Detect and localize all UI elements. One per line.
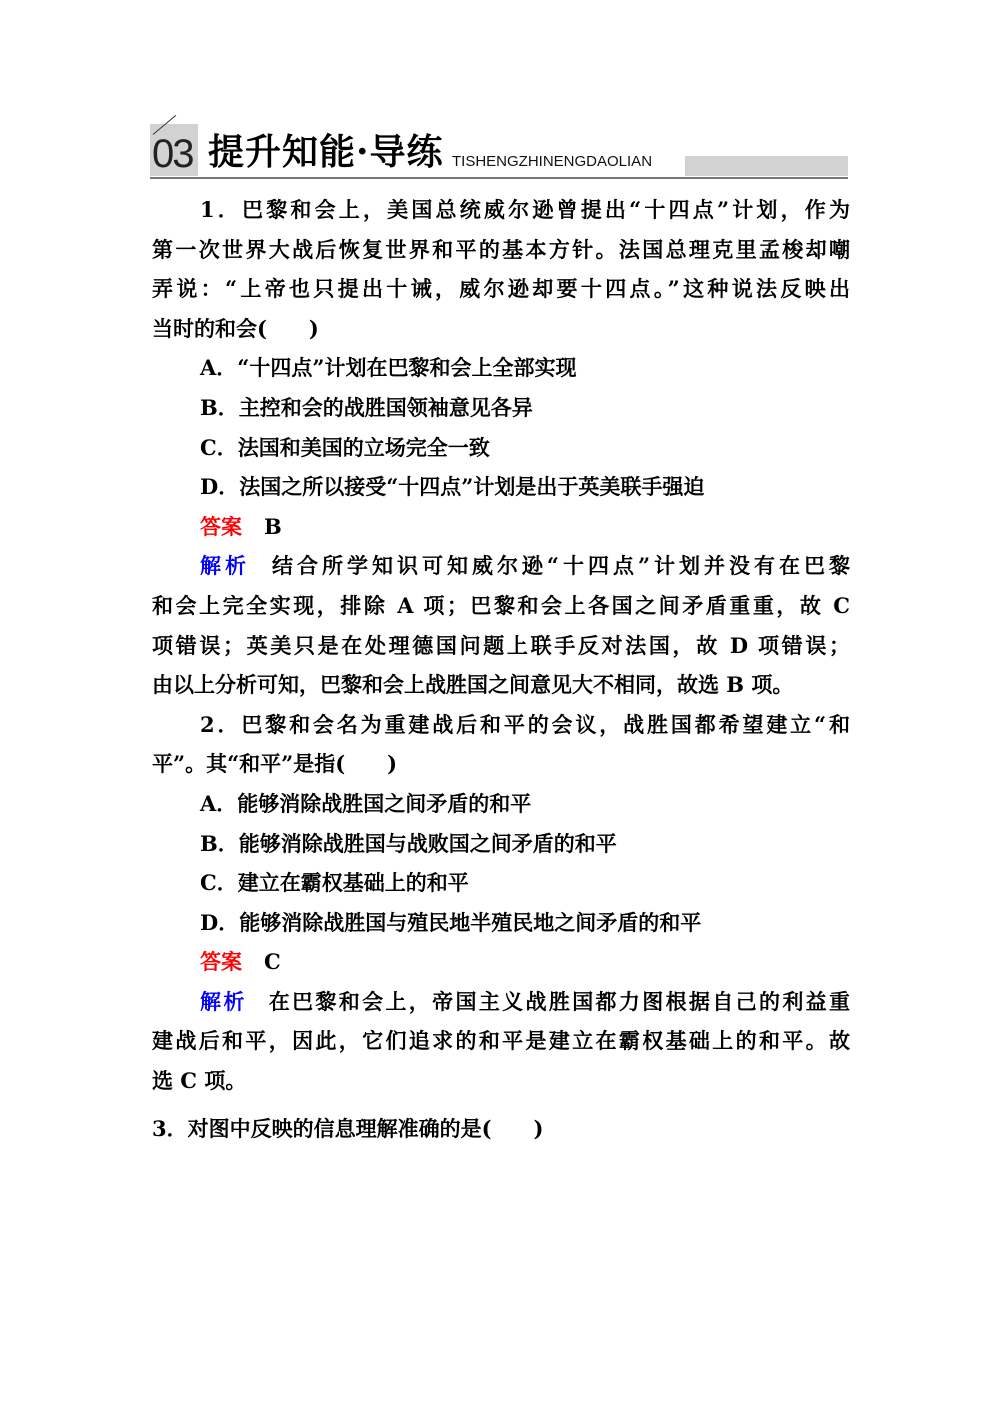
- analysis-text: 在巴黎和会上，帝国主义战胜国都力图根据自己的利益重: [268, 988, 851, 1014]
- analysis-line: 项错误；英美只是在处理德国问题上联手反对法国，故 D 项错误；: [152, 632, 850, 658]
- analysis-label: 解析: [200, 988, 247, 1014]
- question-stem-line: 1．巴黎和会上，美国总统威尔逊曾提出“十四点”计划，作为: [200, 197, 850, 222]
- document-body: [152, 190, 850, 1148]
- question-stem-line: 平”。其“和平”是指( ): [152, 751, 398, 777]
- question-stem-line: 3．对图中反映的信息理解准确的是( ): [152, 1115, 544, 1141]
- analysis-label: 解析: [200, 553, 250, 579]
- header-underline: [150, 177, 848, 179]
- analysis-line: 选 C 项。: [152, 1068, 247, 1094]
- option-d: D．法国之所以接受“十四点”计划是出于英美联手强迫: [200, 474, 705, 500]
- answer-label: 答案: [200, 513, 242, 539]
- option-a: A．能够消除战胜国之间矛盾的和平: [200, 790, 532, 816]
- question-stem-line: 第一次世界大战后恢复世界和平的基本方针。法国总理克里孟梭却嘲: [152, 236, 850, 262]
- analysis-row: [152, 982, 850, 1022]
- question-stem-line: 当时的和会( ): [152, 315, 319, 341]
- option-b: B．主控和会的战胜国领袖意见各异: [200, 394, 533, 420]
- analysis-row: [152, 546, 850, 586]
- question-stem-line: 2．巴黎和会名为重建战后和平的会议，战胜国都希望建立“和: [200, 711, 850, 737]
- question-1: [152, 190, 850, 705]
- question-stem-line: 弄说：“上帝也只提出十诫，威尔逊却要十四点。”这种说法反映出: [152, 276, 850, 302]
- question-2: [152, 705, 850, 1101]
- option-c: C．法国和美国的立场完全一致: [200, 434, 490, 460]
- section-header: [150, 120, 850, 180]
- header-gray-bar: [685, 156, 848, 176]
- answer-value: C: [264, 949, 281, 975]
- question-3: [152, 1109, 850, 1149]
- option-a: A．“十四点”计划在巴黎和会上全部实现: [200, 355, 577, 381]
- section-number: 03: [152, 132, 193, 176]
- spacer: [152, 1101, 850, 1109]
- option-c: C．建立在霸权基础上的和平: [200, 870, 469, 896]
- answer-row: [152, 507, 850, 547]
- section-title: 提升知能·导练: [208, 131, 444, 173]
- answer-label: 答案: [200, 949, 242, 975]
- answer-value: B: [264, 513, 282, 539]
- analysis-line: 和会上完全实现，排除 A 项；巴黎和会上各国之间矛盾重重，故 C: [152, 592, 850, 618]
- section-pinyin: TISHENGZHINENGDAOLIAN: [452, 153, 653, 170]
- analysis-line: 由以上分析可知，巴黎和会上战胜国之间意见大不相同，故选 B 项。: [152, 672, 794, 698]
- analysis-line: 建战后和平，因此，它们追求的和平是建立在霸权基础上的和平。故: [152, 1028, 850, 1054]
- answer-row: [152, 942, 850, 982]
- option-d: D．能够消除战胜国与殖民地半殖民地之间矛盾的和平: [200, 909, 702, 935]
- option-b: B．能够消除战胜国与战败国之间矛盾的和平: [200, 830, 617, 856]
- analysis-text: 结合所学知识可知威尔逊“十四点”计划并没有在巴黎: [272, 553, 851, 579]
